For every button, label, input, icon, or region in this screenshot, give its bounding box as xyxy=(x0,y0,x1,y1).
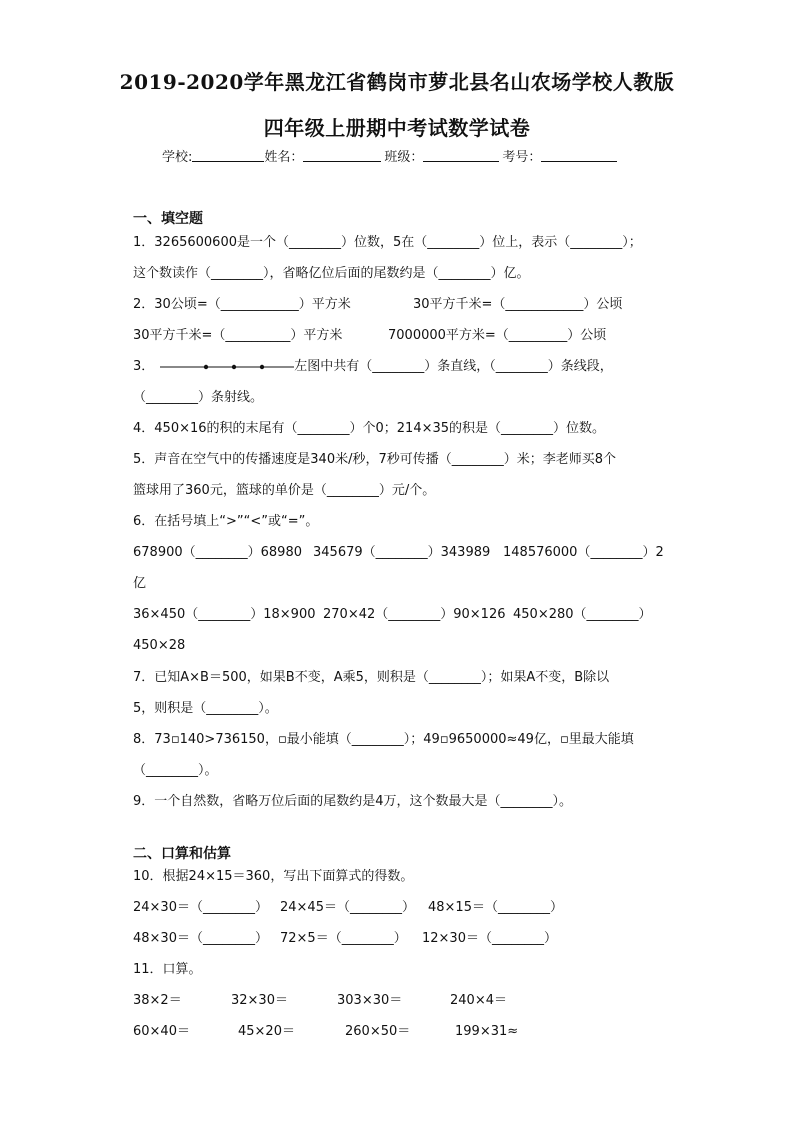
question-6-row-2 xyxy=(133,607,652,623)
question-10-row-2 xyxy=(133,931,557,947)
question-10-item-6: 12×30＝（________） xyxy=(422,931,557,946)
question-10-item-4: 48×30＝（________） xyxy=(133,931,268,946)
question-1-line-1: 1．3265600600是一个（________）位数，5在（________）位上，表示（________）； xyxy=(133,235,642,250)
question-11-row-1 xyxy=(133,993,507,1009)
question-5-line-1: 5．声音在空气中的传播速度是340米/秒，7秒可传播（________）米；李老师买8个 xyxy=(133,452,617,467)
question-11: 11．口算。 xyxy=(133,962,202,977)
question-10-item-5: 72×5＝（________） xyxy=(280,931,407,946)
section-heading-fill-in: 一、填空题 xyxy=(133,211,203,227)
question-11-row-2 xyxy=(133,1024,518,1040)
question-11-item-2: 32×30＝ xyxy=(231,993,288,1008)
question-11-item-1: 38×2＝ xyxy=(133,993,182,1008)
name-label: 姓名： xyxy=(264,150,304,165)
question-5-line-2: 篮球用了360元，篮球的单价是（________）元/个。 xyxy=(133,483,436,498)
question-2-item-2: 30平方千米=（____________）公顷 xyxy=(413,297,623,312)
question-6-item-5: 270×42（________）90×126 xyxy=(323,607,506,622)
question-1-line-2: 这个数读作（________），省略亿位后面的尾数约是（________）亿。 xyxy=(133,266,530,281)
question-11-item-8: 199×31≈ xyxy=(455,1024,519,1039)
class-label: 班级： xyxy=(384,150,424,165)
student-info-row xyxy=(162,146,617,165)
question-3-line-2: （________）条射线。 xyxy=(133,390,264,405)
number-field[interactable] xyxy=(541,148,617,162)
question-10: 10．根据24×15＝360，写出下面算式的得数。 xyxy=(133,869,414,884)
question-10-row-1 xyxy=(133,900,563,916)
question-6: 6．在括号填上“>”“<”或“=”。 xyxy=(133,514,319,529)
question-11-item-4: 240×4＝ xyxy=(450,993,507,1008)
question-3-line-1 xyxy=(133,359,613,375)
question-7-line-1: 7．已知A×B＝500，如果B不变，A乘5，则积是（________）；如果A不变，B除以 xyxy=(133,670,610,685)
question-10-item-1: 24×30＝（________） xyxy=(133,900,268,915)
section-heading-mental-math: 二、口算和估算 xyxy=(133,846,231,862)
question-2-row-2 xyxy=(133,328,606,344)
question-8-line-2: （________）。 xyxy=(133,763,218,778)
school-field[interactable] xyxy=(192,148,264,162)
question-6-item-4: 36×450（________）18×900 xyxy=(133,607,316,622)
question-11-item-6: 45×20＝ xyxy=(238,1024,295,1039)
question-2-item-3: 30平方千米=（__________）平方米 xyxy=(133,328,343,343)
exam-title-line1: 2019-2020学年黑龙江省鹤岗市萝北县名山农场学校人教版 xyxy=(119,70,675,94)
question-6-item-1: 678900（________）68980 xyxy=(133,545,302,560)
question-11-item-5: 60×40＝ xyxy=(133,1024,190,1039)
question-4: 4．450×16的积的末尾有（________）个0；214×35的积是（________）位数。 xyxy=(133,421,606,436)
number-label: 考号： xyxy=(502,150,542,165)
question-6-row-1-cont: 亿 xyxy=(133,576,147,591)
question-2-item-4: 7000000平方米=（_________）公顷 xyxy=(388,328,607,343)
question-10-item-2: 24×45＝（________） xyxy=(280,900,415,915)
question-3-text: 左图中共有（________）条直线，（________）条线段， xyxy=(294,359,613,374)
question-11-item-3: 303×30＝ xyxy=(337,993,403,1008)
question-8-line-1: 8．73▫140>736150，▫最小能填（________）；49▫9650000≈49亿，▫里最大能填 xyxy=(133,732,634,747)
question-6-item-6: 450×280（________） xyxy=(513,607,652,622)
question-11-item-7: 260×50＝ xyxy=(345,1024,411,1039)
name-field[interactable] xyxy=(303,148,381,162)
question-6-row-2-cont: 450×28 xyxy=(133,638,186,653)
question-9: 9．一个自然数，省略万位后面的尾数约是4万，这个数最大是（________）。 xyxy=(133,794,573,809)
exam-title-line2: 四年级上册期中考试数学试卷 xyxy=(263,116,531,140)
school-label: 学校: xyxy=(162,150,193,165)
question-2-row-1 xyxy=(133,297,622,313)
question-7-line-2: 5，则积是（________）。 xyxy=(133,701,278,716)
question-3-number: 3． xyxy=(133,359,155,374)
question-6-row-1 xyxy=(133,545,664,561)
question-6-item-2: 345679（________）343989 xyxy=(313,545,491,560)
question-2-item-1: 2．30公顷=（____________）平方米 xyxy=(133,297,351,312)
class-field[interactable] xyxy=(423,148,499,162)
question-10-item-3: 48×15＝（________） xyxy=(428,900,563,915)
question-6-item-3: 148576000（________）2 xyxy=(503,545,664,560)
line-diagram-icon xyxy=(154,361,294,373)
